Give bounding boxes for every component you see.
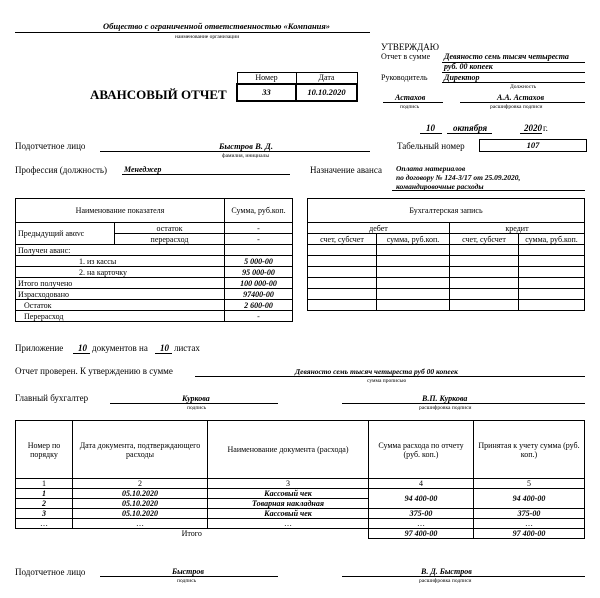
attach-sheets: 10: [160, 343, 169, 353]
approve-month: октября: [453, 123, 488, 133]
purpose-line2: по договору № 124-3/17 от 25.09.2020,: [396, 173, 521, 182]
rest-label: Остаток: [16, 300, 225, 311]
purpose-line1: Оплата материалов: [396, 164, 466, 173]
h-name: Наименование показателя: [16, 199, 225, 223]
checked-caption: сумма прописью: [367, 378, 407, 384]
person-name: Быстров В. Д.: [219, 141, 273, 151]
accountant-sign-caption: подпись: [187, 405, 207, 411]
bt-n3: 3: [208, 479, 369, 489]
advance-table: [15, 198, 293, 322]
table-row-3-num: 3: [16, 509, 73, 519]
acc-title: Бухгалтерская запись: [308, 199, 585, 223]
attach-label1: Приложение: [15, 343, 64, 353]
cash-label: 1. из кассы: [16, 256, 225, 267]
approve-amount-line2: руб. 00 копеек: [444, 62, 493, 71]
head-decode-caption: расшифровка подписи: [490, 104, 543, 110]
merged-acc: 94 400-00: [474, 489, 585, 509]
bt-h1: Номер по порядку: [16, 421, 73, 479]
profession: Менеджер: [124, 165, 162, 174]
bt-n4: 4: [369, 479, 474, 489]
doc-number-box: [236, 72, 358, 102]
received-label: Получен аванс:: [16, 245, 225, 256]
approve-amount-line1: Девяносто семь тысяч четыреста: [444, 52, 569, 61]
accounting-table: [307, 198, 585, 311]
footer-signature: Быстров: [172, 567, 204, 576]
credit-label: кредит: [450, 223, 585, 234]
over-label: Перерасход: [16, 311, 225, 322]
credit-acc: счет, субсчет: [450, 234, 519, 245]
table-row-2-num: 2: [16, 499, 73, 509]
org-caption: наименование организации: [175, 34, 240, 40]
attach-docs: 10: [78, 343, 87, 353]
approve-amount-label: Отчет в сумме: [381, 52, 431, 61]
debit-acc: счет, субсчет: [308, 234, 377, 245]
table-row-4-doc: …: [208, 519, 369, 529]
bt-n1: 1: [16, 479, 73, 489]
tab-label: Табельный номер: [397, 141, 465, 151]
approve-day: 10: [426, 123, 435, 133]
footer-label: Подотчетное лицо: [15, 567, 86, 577]
org-name: Общество с ограниченной ответственностью «Компания»: [103, 21, 331, 31]
bt-h4: Сумма расхода по отчету (руб. коп.): [369, 421, 474, 479]
total-value: 100 000-00: [225, 278, 293, 289]
debit-label: дебет: [308, 223, 450, 234]
spent-value: 97400-00: [225, 289, 293, 300]
footer-sign-caption: подпись: [177, 578, 197, 584]
table-row-2-date: 05.10.2020: [73, 499, 208, 509]
credit-sum: сумма, руб.коп.: [519, 234, 585, 245]
footer-name: В. Д. Быстров: [421, 567, 472, 576]
doc-date: 10.10.2020: [296, 84, 357, 101]
approve-year-suffix: г.: [543, 123, 548, 133]
table-row-4-sum: …: [369, 519, 474, 529]
checked-amount: Девяносто семь тысяч четыреста руб 00 копеек: [295, 367, 458, 376]
profession-label: Профессия (должность): [15, 165, 107, 175]
attach-label3: листах: [174, 343, 200, 353]
rest-value: 2 600-00: [225, 300, 293, 311]
approve-title: УТВЕРЖДАЮ: [381, 42, 440, 52]
head-signature: Астахов: [395, 93, 426, 102]
head-position: Директор: [444, 73, 480, 82]
total-row-acc: 97 400-00: [474, 529, 585, 539]
prev-advance: Предыдущий авανс: [16, 223, 115, 245]
head-sign-caption: подпись: [400, 104, 420, 110]
total-row-label: Итого: [16, 529, 369, 539]
accountant-label: Главный бухгалтер: [15, 393, 89, 403]
card-value: 95 000-00: [225, 267, 293, 278]
doc-title: АВАНСОВЫЙ ОТЧЕТ: [90, 87, 227, 102]
over-value: -: [225, 311, 293, 322]
tab-number: 107: [479, 139, 587, 152]
cash-value: 5 000-00: [225, 256, 293, 267]
table-row-3-sum: 375-00: [369, 509, 474, 519]
accountant-name: В.П. Куркова: [422, 394, 468, 403]
attach-label2: документов на: [92, 343, 148, 353]
table-row-3-doc: Кассовый чек: [208, 509, 369, 519]
total-label: Итого получено: [16, 278, 225, 289]
doc-number: 33: [237, 84, 296, 101]
expense-table: [15, 420, 585, 539]
merged-sum: 94 400-00: [369, 489, 474, 509]
bt-h2: Дата документа, подтверждающего расходы: [73, 421, 208, 479]
card-label: 2. на карточку: [16, 267, 225, 278]
table-row-1-doc: Кассовый чек: [208, 489, 369, 499]
person-name-caption: фамилия, инициалы: [222, 153, 270, 159]
purpose-line3: командировочные расходы: [396, 182, 484, 191]
footer-decode-caption: расшифровка подписи: [419, 578, 472, 584]
prev-rest-value: -: [225, 223, 293, 234]
prev-rest-label: остаток: [115, 223, 225, 234]
purpose-label: Назначение аванса: [310, 165, 382, 175]
table-row-2-doc: Товарная накладная: [208, 499, 369, 509]
bt-n5: 5: [474, 479, 585, 489]
accountant-signature: Куркова: [182, 394, 210, 403]
table-row-3-date: 05.10.2020: [73, 509, 208, 519]
date-label: Дата: [296, 73, 357, 84]
checked-label: Отчет проверен. К утверждению в сумме: [15, 366, 173, 376]
table-row-3-acc: 375-00: [474, 509, 585, 519]
head-label: Руководитель: [381, 73, 428, 82]
table-row-4-date: …: [73, 519, 208, 529]
debit-sum: сумма, руб.коп.: [377, 234, 450, 245]
approve-year: 2020: [524, 123, 542, 133]
accountant-decode-caption: расшифровка подписи: [419, 405, 472, 411]
table-row-4-num: …: [16, 519, 73, 529]
num-label: Номер: [237, 73, 296, 84]
h-sum: Сумма, руб.коп.: [225, 199, 293, 223]
table-row-1-date: 05.10.2020: [73, 489, 208, 499]
person-label: Подотчетное лицо: [15, 141, 86, 151]
head-name: А.А. Астахов: [497, 93, 545, 102]
bt-h3: Наименование документа (расхода): [208, 421, 369, 479]
total-row-sum: 97 400-00: [369, 529, 474, 539]
bt-n2: 2: [73, 479, 208, 489]
prev-over-label: перерасход: [115, 234, 225, 245]
table-row-1-num: 1: [16, 489, 73, 499]
spent-label: Израсходовано: [16, 289, 225, 300]
bt-h5: Принятая к учету сумма (руб. коп.): [474, 421, 585, 479]
prev-over-value: -: [225, 234, 293, 245]
table-row-4-acc: …: [474, 519, 585, 529]
position-caption: Должность: [510, 84, 537, 90]
